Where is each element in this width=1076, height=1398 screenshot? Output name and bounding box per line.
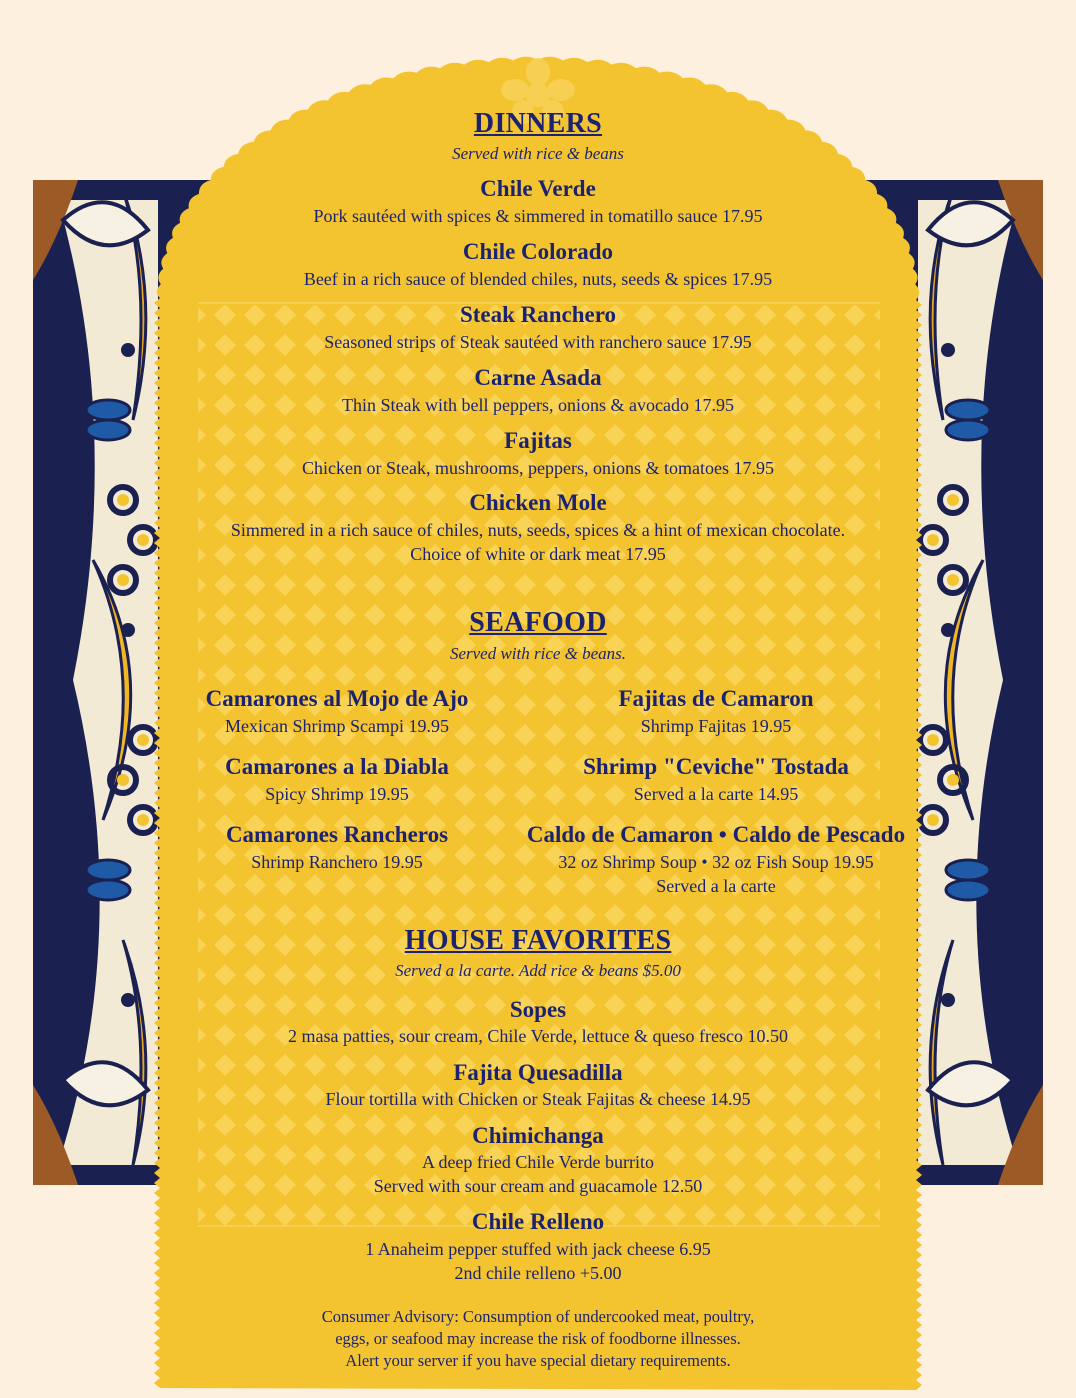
menu-item-desc: Served a la carte 14.95 (633, 784, 799, 804)
menu-item-desc: Mexican Shrimp Scampi 19.95 (225, 716, 449, 736)
menu-item-desc: Served with sour cream and guacamole 12.50 (373, 1176, 703, 1196)
menu-item-desc: Served a la carte (656, 876, 776, 896)
dinners-title: DINNERS (473, 108, 603, 139)
consumer-advisory: eggs, or seafood may increase the risk of foodborne illnesses. (335, 1329, 741, 1348)
menu-item-name: Chimichanga (472, 1123, 604, 1148)
menu-item-name: Camarones Rancheros (225, 822, 449, 847)
menu-item-name: Chile Colorado (462, 239, 614, 264)
menu-item-name: Camarones a la Diabla (225, 754, 449, 779)
house-favorites-subtitle: Served a la carte. Add rice & beans $5.00 (395, 961, 681, 980)
consumer-advisory: Consumer Advisory: Consumption of undercooked meat, poultry, (321, 1307, 755, 1326)
menu-item-desc: Chicken or Steak, mushrooms, peppers, onions & tomatoes 17.95 (302, 458, 774, 478)
menu-item-desc: 2nd chile relleno +5.00 (454, 1263, 622, 1283)
menu-item-name: Chile Verde (480, 176, 596, 201)
menu-item-desc: Pork sautéed with spices & simmered in tomatillo sauce 17.95 (313, 206, 763, 226)
menu-item-name: Chicken Mole (469, 490, 607, 515)
menu-item-desc: Simmered in a rich sauce of chiles, nuts, seeds, spices & a hint of mexican chocolate. (230, 520, 846, 540)
menu-item-name: Fajitas de Camaron (618, 686, 814, 711)
menu-item-name: Steak Ranchero (459, 302, 617, 327)
menu-item-desc: Flour tortilla with Chicken or Steak Fajitas & cheese 14.95 (325, 1089, 751, 1109)
menu-item-name: Fajitas (504, 428, 572, 453)
menu-item-desc: Spicy Shrimp 19.95 (265, 784, 409, 804)
menu-item-desc: 2 masa patties, sour cream, Chile Verde, lettuce & queso fresco 10.50 (287, 1026, 789, 1046)
menu-item-desc: Seasoned strips of Steak sautéed with ranchero sauce 17.95 (324, 332, 752, 352)
menu-item-desc: Beef in a rich sauce of blended chiles, nuts, seeds & spices 17.95 (303, 269, 773, 289)
menu-item-name: Shrimp "Ceviche" Tostada (583, 754, 849, 779)
menu-item-desc: 1 Anaheim pepper stuffed with jack cheese 6.95 (365, 1239, 711, 1259)
menu-item-name: Chile Relleno (471, 1209, 605, 1234)
menu-item-desc: A deep fried Chile Verde burrito (421, 1152, 655, 1172)
dinners-subtitle: Served with rice & beans (452, 144, 624, 163)
menu-item-name: Sopes (509, 997, 567, 1022)
menu-item-desc: 32 oz Shrimp Soup • 32 oz Fish Soup 19.95 (558, 852, 874, 872)
seafood-title: SEAFOOD (469, 607, 607, 638)
menu-content (150, 0, 926, 1398)
consumer-advisory: Alert your server if you have special dietary requirements. (345, 1351, 731, 1370)
menu-item-name: Fajita Quesadilla (453, 1060, 623, 1085)
menu-item-desc: Shrimp Fajitas 19.95 (640, 716, 792, 736)
menu-item-name: Carne Asada (474, 365, 602, 390)
menu-item-desc: Choice of white or dark meat 17.95 (410, 544, 666, 564)
menu-item-name: Camarones al Mojo de Ajo (205, 686, 469, 711)
menu-item-name: Caldo de Camaron • Caldo de Pescado (526, 822, 906, 847)
menu-item-desc: Thin Steak with bell peppers, onions & avocado 17.95 (342, 395, 734, 415)
house-favorites-title: HOUSE FAVORITES (404, 925, 672, 956)
menu-item-desc: Shrimp Ranchero 19.95 (251, 852, 423, 872)
seafood-subtitle: Served with rice & beans. (449, 644, 627, 663)
